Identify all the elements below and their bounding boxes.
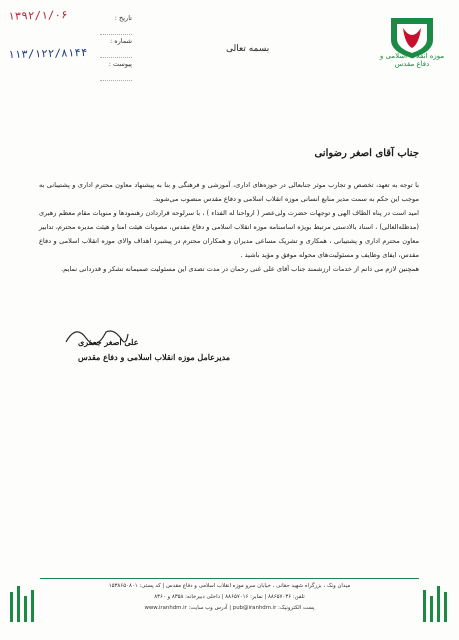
handwritten-date: ۱۳۹۲/۱/۰۶	[7, 8, 68, 23]
footer-address: میدان ونک ، بزرگراه شهید حقانی ، خیابان سرو موزه انقلاب اسلامی و دفاع مقدس | کد پستی: ۱۵۳۸۶۵۰۸۰۱	[108, 583, 351, 589]
body-paragraph: همچنین لازم می دانم از خدمات ارزشمند جناب آقای علی غنی رحمان در مدت تصدی این مسئولیت صمیمانه تشکر و قدردانی نمایم.	[61, 265, 419, 273]
footer-contact: پست الکترونیک: pub@iranhdm.ir | آدرس وب سایت: www.iranhdm.ir	[144, 605, 315, 611]
letter-body	[39, 178, 419, 276]
footer-phones: تلفن: ۸۸۶۵۷۰۳۶ | نمابر: ۸۸۶۵۷۰۱۶ | داخلی دبیرخانه: ۸۳۵۸ و ۸۳۶۰	[154, 594, 305, 600]
bismillah-heading: بسمه تعالی	[226, 44, 270, 54]
logo-caption: موزه انقلاب اسلامی و دفاع مقدس	[379, 52, 445, 68]
signatory-name: علی اصغر جعفری	[78, 337, 139, 347]
signatory-title: مدیرعامل موزه انقلاب اسلامی و دفاع مقدس	[78, 352, 231, 362]
meta-number-label: شماره :	[100, 37, 132, 58]
meta-attachment-label: پیوست :	[100, 60, 132, 81]
footer-ornament-icon	[6, 582, 40, 626]
letter-meta	[100, 14, 132, 83]
recipient-line: جناب آقای اصغر رضوانی	[314, 148, 419, 159]
footer-ornament-icon	[419, 582, 453, 626]
letter-footer	[40, 578, 419, 623]
body-paragraph: امید است در پناه الطاف الهی و توجهات حضرت ولی‌عصر ( ارواحنا له الفداء ) ، با سرلوحه قراردادن رهنمودها و منویات مقام معظم رهبری (مدظله‌العالی) ، اسناد بالادستی مرتبط بویژه اساسنامه موزه انقلاب اسلامی و دفاع مقدس، مصوبات هیئت امنا و هیئت مدیره محترم، تدابیر معاون محترم اداری و پشتیبانی ، همکاری و تشریک مساعی مدیران و همکاران محترم در پیشبرد اهداف والای موزه انقلاب اسلامی و دفاع مقدس، ایفای وظایف و مسئولیت‌های محوله موفق و مؤید باشید .	[39, 209, 419, 259]
meta-date-label: تاریخ :	[100, 14, 132, 35]
handwritten-number: ۱۱۳/۱۲۲/۸۱۴۴	[7, 45, 88, 62]
body-paragraph: با توجه به تعهد، تخصص و تجارب موثر جنابعالی در حوزه‌های اداری، آموزشی و فرهنگی و بنا به پیشنهاد معاون محترم اداری و پشتیبانی به موجب این حکم به سمت مدیر منابع انسانی موزه انقلاب اسلامی و دفاع مقدس منصوب می‌شوید.	[39, 181, 419, 203]
